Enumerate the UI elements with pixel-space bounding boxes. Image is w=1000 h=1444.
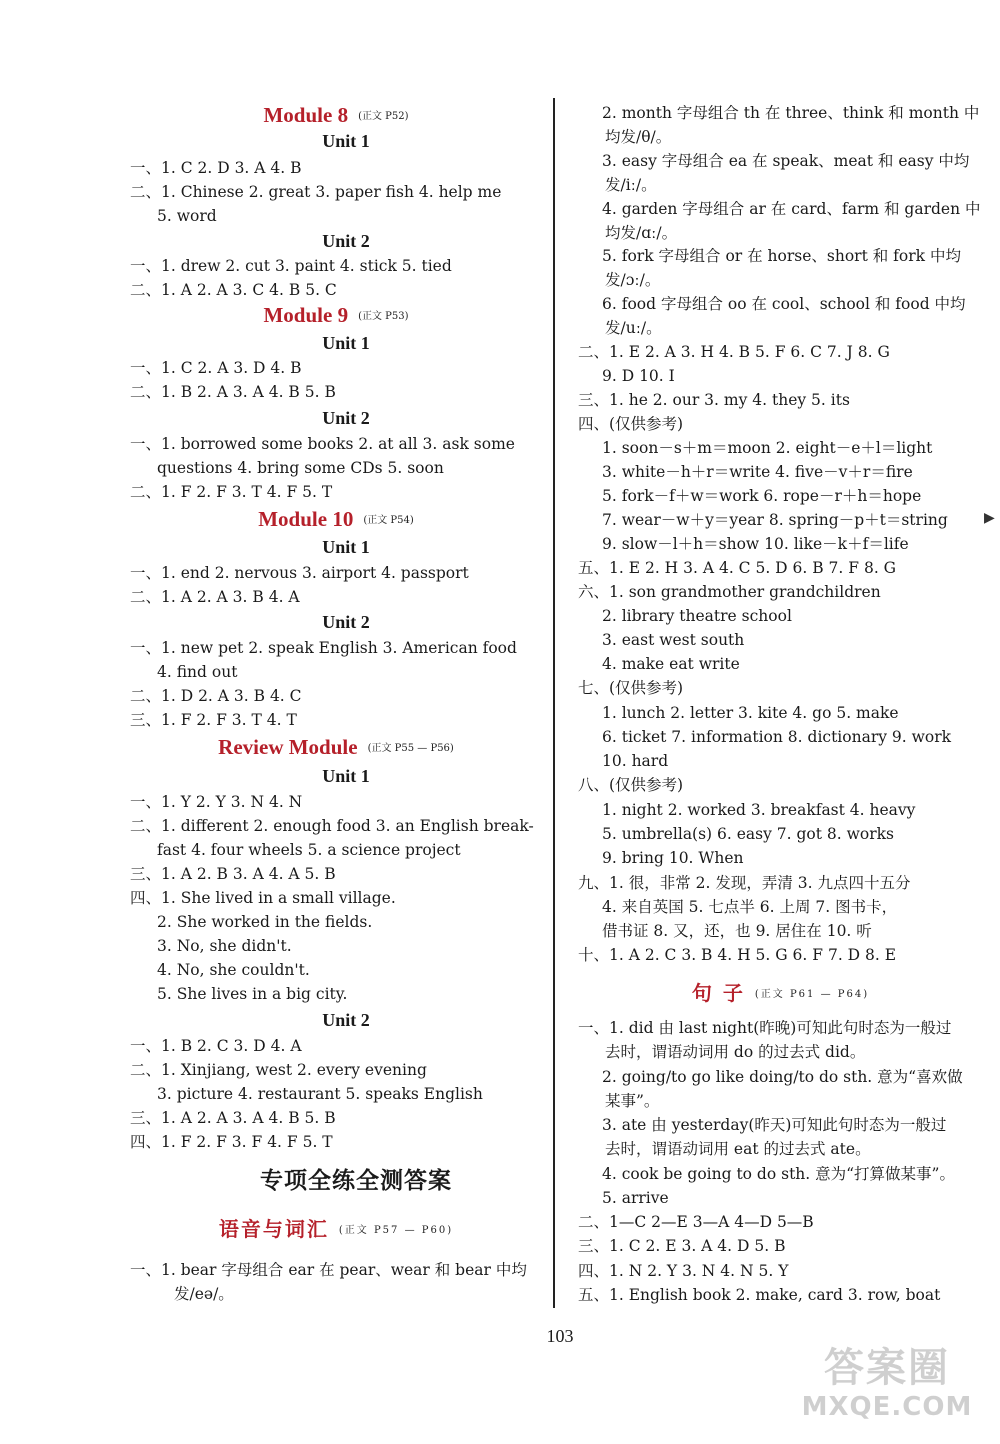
module-9-heading: Module 9 (正文 P53): [263, 303, 409, 327]
answer-line: 九、1. 很，非常 2. 发现，弄清 3. 九点四十五分: [578, 874, 911, 892]
answer-line: 3. ate 由 yesterday(昨天)可知此句时态为一般过: [602, 1116, 947, 1134]
answer-line: 二、1. B 2. A 3. A 4. B 5. B: [130, 383, 336, 401]
review-module-heading: Review Module (正文 P55 — P56): [218, 735, 454, 759]
answer-line: 借书证 8. 又，还，也 9. 居住在 10. 听: [602, 922, 872, 940]
module-8-heading: Module 8 (正文 P52): [263, 103, 409, 127]
answer-line: 4. 来自英国 5. 七点半 6. 上周 7. 图书卡，: [602, 898, 898, 916]
answer-line: 一、1. B 2. C 3. D 4. A: [130, 1037, 302, 1055]
answer-line: 去时，谓语动词用 eat 的过去式 ate。: [605, 1140, 871, 1158]
answer-line: 一、1. did 由 last night(昨晚)可知此句时态为一般过: [578, 1019, 952, 1037]
answer-line: 三、1. F 2. F 3. T 4. T: [130, 711, 297, 729]
answer-line: 5. She lives in a big city.: [157, 985, 348, 1003]
unit-heading: Unit 2: [322, 231, 370, 251]
answer-line: 9. bring 10. When: [602, 849, 744, 867]
answer-line: 十、1. A 2. C 3. B 4. H 5. G 6. F 7. D 8. E: [578, 946, 897, 964]
answer-line: 发/eə/。: [174, 1285, 234, 1303]
answer-line: 二、1. D 2. A 3. B 4. C: [130, 687, 302, 705]
answer-line: 9. D 10. I: [602, 367, 675, 385]
watermark-text: 答案圈: [824, 1345, 950, 1391]
page-number: 103: [546, 1326, 574, 1346]
answer-line: 四、(仅供参考): [578, 415, 684, 433]
unit-heading: Unit 1: [322, 333, 370, 353]
answer-line: 7. wear－w＋y＝year 8. spring－p＋t＝string: [602, 511, 948, 529]
answer-line: 五、1. E 2. H 3. A 4. C 5. D 6. B 7. F 8. G: [578, 559, 897, 577]
answer-line: 七、(仅供参考): [578, 679, 684, 697]
answer-line: 四、1. N 2. Y 3. N 4. N 5. Y: [578, 1262, 789, 1280]
answer-line: 4. garden 字母组合 ar 在 card、farm 和 garden 中: [602, 200, 981, 218]
answer-line: questions 4. bring some CDs 5. soon: [157, 459, 444, 477]
answer-line: 4. cook be going to do sth. 意为“打算做某事”。: [602, 1165, 955, 1183]
unit-heading: Unit 1: [322, 766, 370, 786]
column-divider: [553, 98, 555, 1308]
answer-line: 三、1. A 2. A 3. A 4. B 5. B: [130, 1109, 336, 1127]
answer-line: 一、1. bear 字母组合 ear 在 pear、wear 和 bear 中均: [130, 1261, 527, 1279]
answer-line: 5. fork－f＋w＝work 6. rope－r＋h＝hope: [602, 487, 922, 505]
answer-line: 2. library theatre school: [602, 607, 792, 625]
answer-line: 一、1. Y 2. Y 3. N 4. N: [130, 793, 303, 811]
unit-heading: Unit 2: [322, 1010, 370, 1030]
answer-line: 二、1. A 2. A 3. B 4. A: [130, 588, 300, 606]
page-ref: (正文 P57 — P60): [338, 1224, 454, 1236]
answer-line: 八、(仅供参考): [578, 776, 684, 794]
answer-line: 5. fork 字母组合 or 在 horse、short 和 fork 中均: [602, 247, 961, 265]
answer-line: 四、1. F 2. F 3. F 4. F 5. T: [130, 1133, 333, 1151]
answer-line: 发/ɔː/。: [605, 271, 661, 289]
answer-line: 二、1. different 2. enough food 3. an English break-: [130, 817, 534, 835]
answer-line: 三、1. A 2. B 3. A 4. A 5. B: [130, 865, 336, 883]
answer-line: 3. easy 字母组合 ea 在 speak、meat 和 easy 中均: [602, 152, 970, 170]
answer-line: 五、1. English book 2. make, card 3. row, boat: [578, 1286, 941, 1304]
answer-line: 3. picture 4. restaurant 5. speaks English: [157, 1085, 483, 1103]
answer-line: 4. find out: [157, 663, 238, 681]
answer-line: 二、1—C 2—E 3—A 4—D 5—B: [578, 1213, 814, 1231]
answer-line: 一、1. borrowed some books 2. at all 3. ask some: [130, 435, 515, 453]
answer-line: 1. soon－s＋m＝moon 2. eight－e＋l＝light: [602, 439, 933, 457]
answer-line: 3. white－h＋r＝write 4. five－v＋r＝fire: [602, 463, 913, 481]
answer-line: 4. No, she couldn't.: [157, 961, 310, 979]
answer-line: 三、1. C 2. E 3. A 4. D 5. B: [578, 1237, 786, 1255]
answer-line: 2. going/to go like doing/to do sth. 意为“喜欢做: [602, 1068, 963, 1086]
page-ref: (正文 P55 — P56): [367, 743, 454, 755]
answer-line: 一、1. C 2. A 3. D 4. B: [130, 359, 302, 377]
watermark-url: MXQE.COM: [801, 1392, 973, 1422]
answer-line: 4. make eat write: [602, 655, 740, 673]
answer-line: 一、1. end 2. nervous 3. airport 4. passport: [130, 564, 469, 582]
page-ref: (正文 P53): [358, 311, 409, 323]
watermark-logo: [792, 1344, 982, 1434]
answer-line: 5. arrive: [602, 1189, 669, 1207]
module-10-heading: Module 10 (正文 P54): [258, 507, 414, 531]
answer-line: 6. ticket 7. information 8. dictionary 9. work: [602, 728, 952, 746]
unit-heading: Unit 2: [322, 612, 370, 632]
answer-line: 均发/ɑː/。: [605, 224, 678, 242]
unit-heading: Unit 1: [322, 131, 370, 151]
answer-line: 二、1. Chinese 2. great 3. paper fish 4. help me: [130, 183, 502, 201]
answer-line: 发/uː/。: [605, 319, 662, 337]
answer-line: 一、1. drew 2. cut 3. paint 4. stick 5. tied: [130, 257, 452, 275]
answer-line: 二、1. F 2. F 3. T 4. F 5. T: [130, 483, 333, 501]
answer-line: 3. No, she didn't.: [157, 937, 292, 955]
sentences-section-heading: 句 子 (正文 P61 — P64): [691, 981, 870, 1005]
answer-line: 1. lunch 2. letter 3. kite 4. go 5. make: [602, 704, 899, 722]
answer-line: 一、1. C 2. D 3. A 4. B: [130, 159, 302, 177]
answer-line: 6. food 字母组合 oo 在 cool、school 和 food 中均: [602, 295, 966, 313]
answer-line: 10. hard: [602, 752, 669, 770]
answer-line: fast 4. four wheels 5. a science project: [157, 841, 461, 859]
answer-line: 2. month 字母组合 th 在 three、think 和 month 中: [602, 104, 980, 122]
answer-line: 3. east west south: [602, 631, 745, 649]
answer-line: 一、1. new pet 2. speak English 3. American food: [130, 639, 517, 657]
page-ref: (正文 P52): [358, 111, 409, 123]
answer-line: 1. night 2. worked 3. breakfast 4. heavy: [602, 801, 916, 819]
answer-line: 发/iː/。: [605, 176, 657, 194]
answer-line: 二、1. Xinjiang, west 2. every evening: [130, 1061, 427, 1079]
answer-line: 四、1. She lived in a small village.: [130, 889, 396, 907]
answer-line: 5. word: [157, 207, 217, 225]
page-ref: (正文 P54): [363, 515, 414, 527]
answer-line: 5. umbrella(s) 6. easy 7. got 8. works: [602, 825, 894, 843]
edge-arrow-icon: ▶: [984, 510, 995, 526]
answer-line: 二、1. A 2. A 3. C 4. B 5. C: [130, 281, 337, 299]
answer-line: 均发/θ/。: [605, 128, 672, 146]
page-ref: (正文 P61 — P64): [754, 988, 870, 1000]
answer-line: 去时，谓语动词用 do 的过去式 did。: [605, 1043, 866, 1061]
answer-line: 2. She worked in the fields.: [157, 913, 373, 931]
answer-line: 三、1. he 2. our 3. my 4. they 5. its: [578, 391, 850, 409]
unit-heading: Unit 1: [322, 537, 370, 557]
answer-line: 9. slow－l＋h＝show 10. like－k＋f＝life: [602, 535, 909, 553]
section-main-title: 专项全练全测答案: [260, 1168, 452, 1194]
answer-line: 二、1. E 2. A 3. H 4. B 5. F 6. C 7. J 8. G: [578, 343, 890, 361]
answer-line: 某事”。: [605, 1092, 660, 1110]
answer-line: 六、1. son grandmother grandchildren: [578, 583, 881, 601]
unit-heading: Unit 2: [322, 408, 370, 428]
vocab-section-heading: 语音与词汇 (正文 P57 — P60): [218, 1217, 454, 1241]
